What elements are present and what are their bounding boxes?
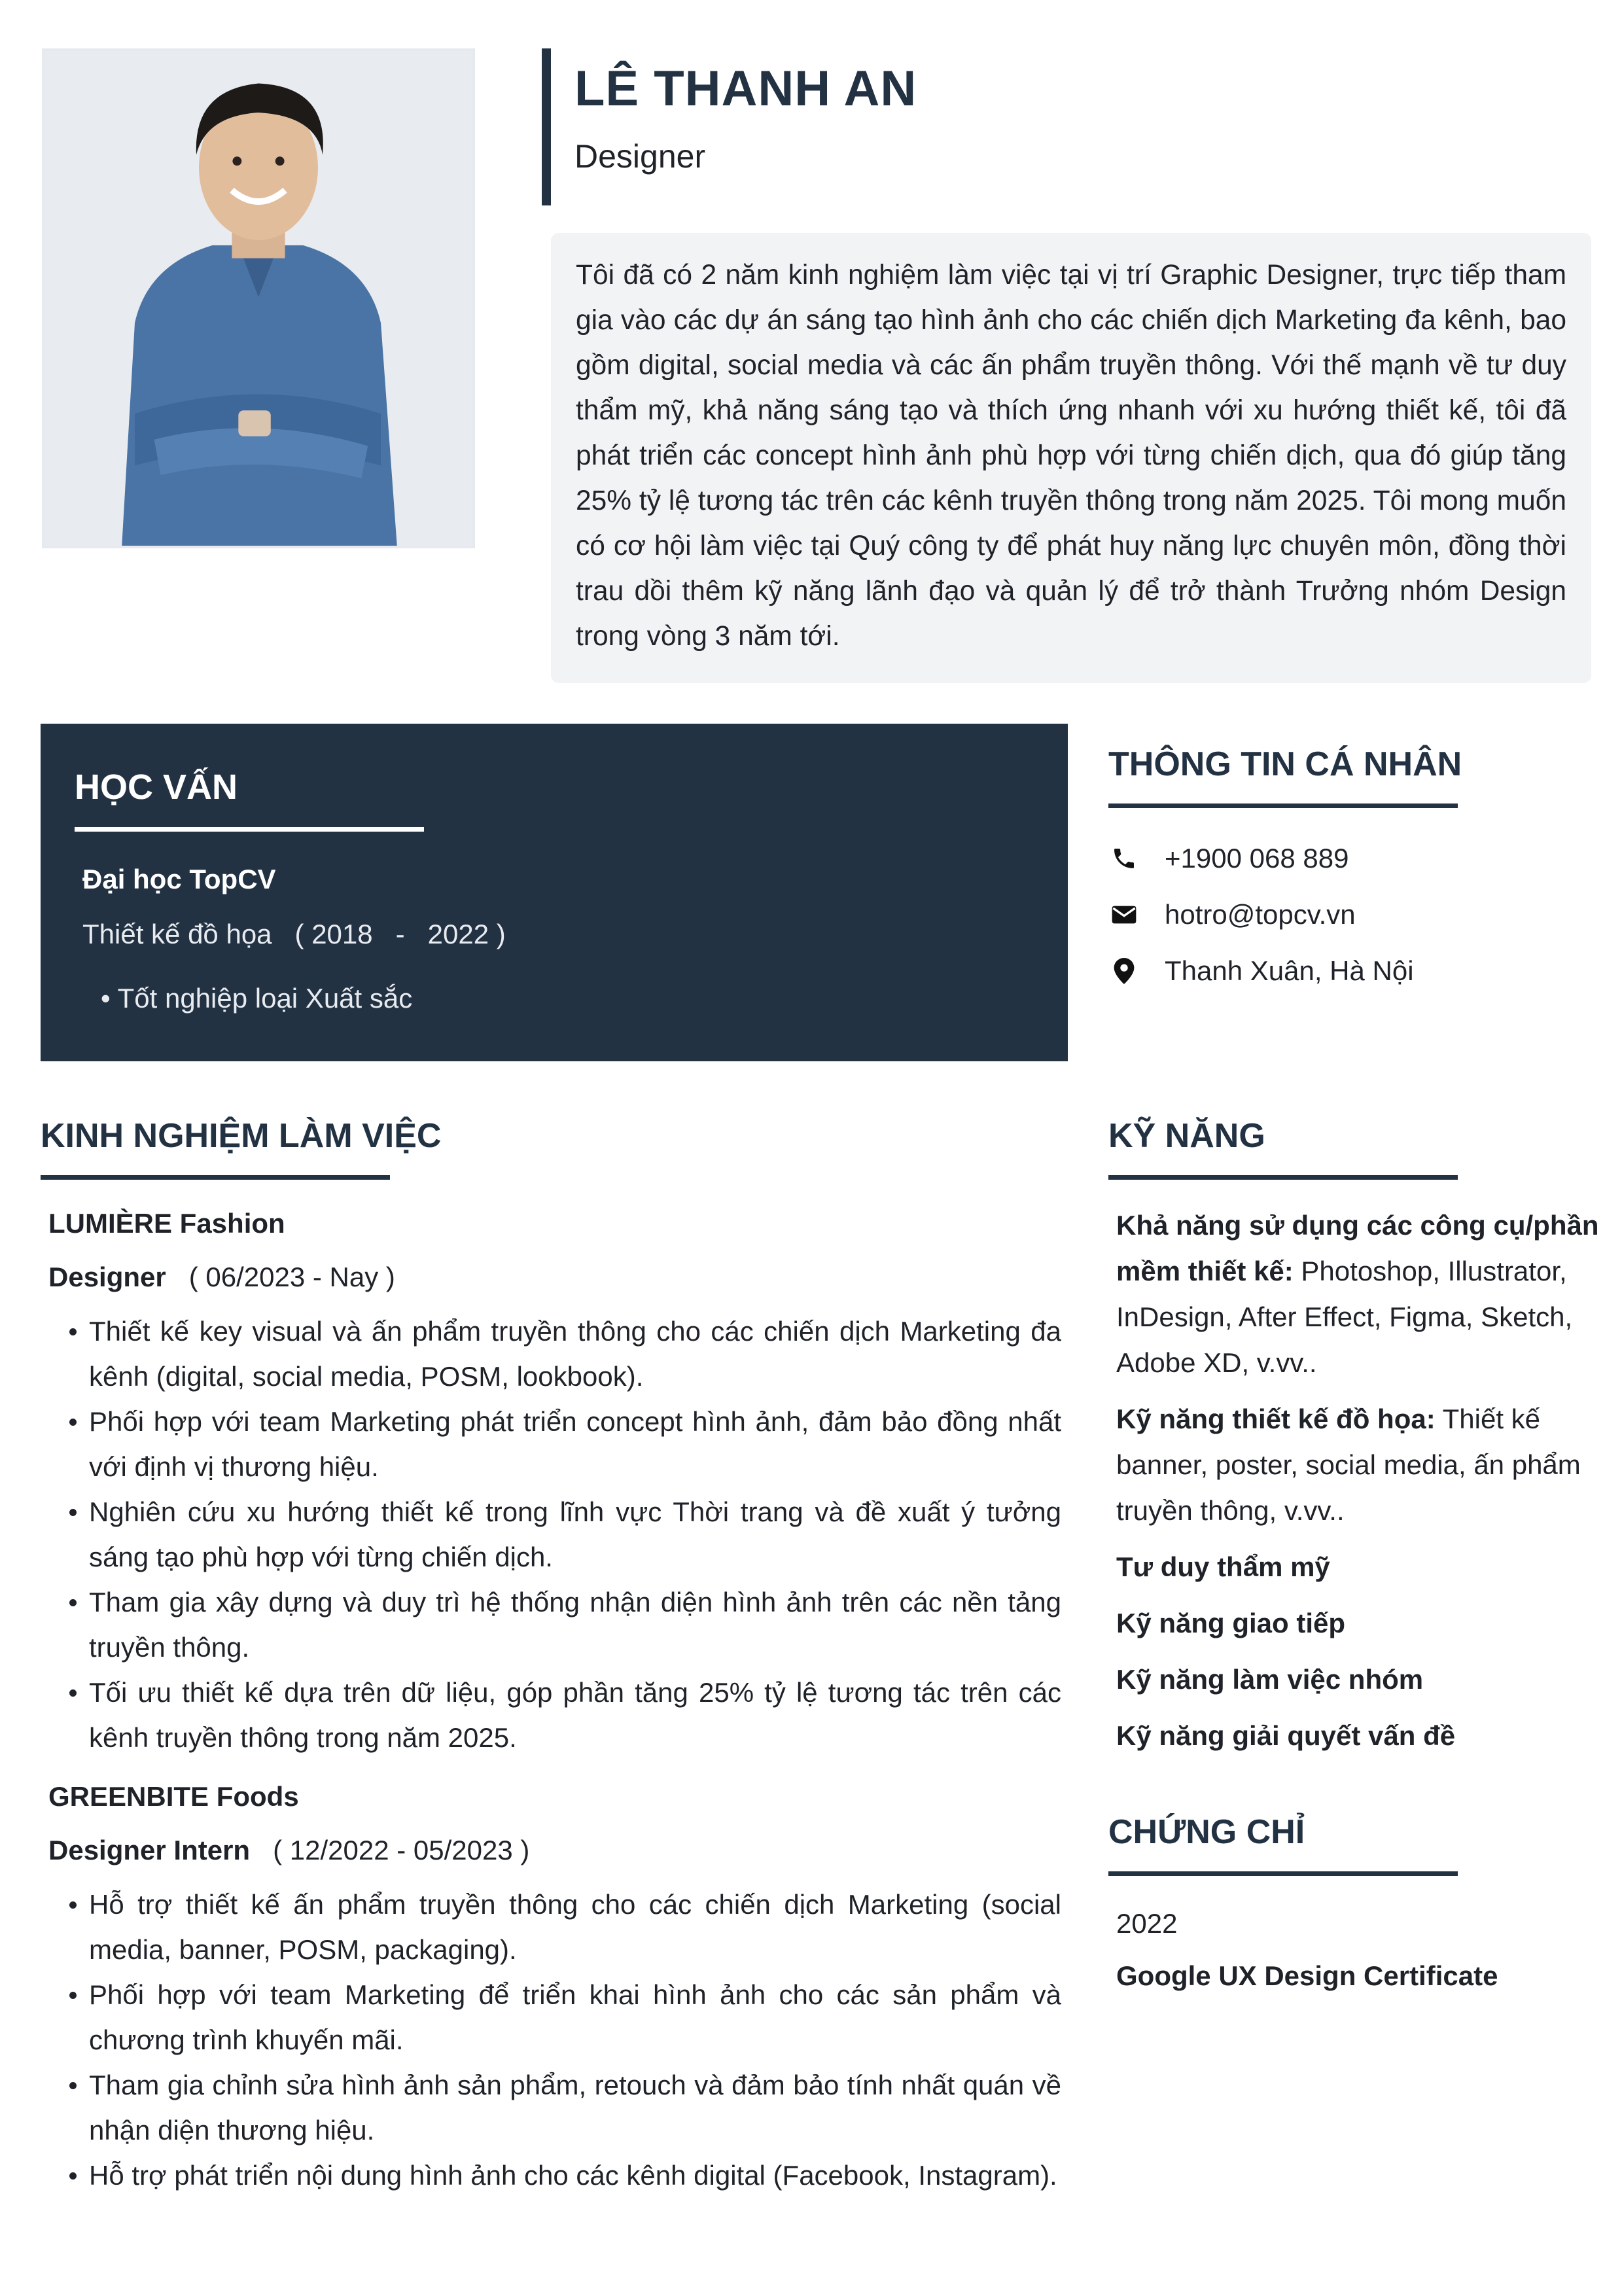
education-heading: HỌC VẤN [75,768,238,807]
job-duty: Hỗ trợ phát triển nội dung hình ảnh cho các kênh digital (Facebook, Instagram). [48,2153,1061,2198]
job-duty: Tham gia xây dựng và duy trì hệ thống nhận diện hình ảnh trên các nền tảng truyền thông. [48,1580,1061,1670]
skill-label: Khả năng sử dụng các công cụ/phần mềm thiết kế: [1116,1210,1599,1286]
personal-info-heading: THÔNG TIN CÁ NHÂN [1108,745,1462,783]
certificates-heading: CHỨNG CHỈ [1108,1813,1305,1851]
personal-info-rule [1108,804,1458,808]
experience-heading-rule [41,1175,390,1180]
job-duty: Thiết kế key visual và ấn phẩm truyền thông cho các chiến dịch Marketing đa kênh (digital, social media, POSM, lookbook). [48,1309,1061,1399]
education-major-period: Thiết kế đồ họa ( 2018 - 2022 ) [82,919,506,949]
skill-item [1116,1544,1600,1590]
job-duty: Tối ưu thiết kế dựa trên dữ liệu, góp phần tăng 25% tỷ lệ tương tác trên các kênh truyền thông trong năm 2025. [48,1670,1061,1760]
job-period: ( 12/2022 - 05/2023 ) [250,1835,530,1865]
location-pin-icon [1108,955,1140,987]
education-section [41,724,1068,1061]
skills-heading: KỸ NĂNG [1108,1117,1265,1155]
skill-label: Kỹ năng giao tiếp [1116,1608,1346,1638]
skill-detail: Thiết kế banner, poster, social media, ấn phẩm truyền thông, v.vv.. [1116,1404,1581,1526]
portrait-illustration [44,51,472,546]
skills-rule [1108,1175,1458,1180]
contact-email [1108,895,1356,934]
job-company: GREENBITE Foods [48,1781,299,1812]
certificate-name: Google UX Design Certificate [1116,1960,1498,1991]
job-duty: Tham gia chỉnh sửa hình ảnh sản phẩm, retouch và đảm bảo tính nhất quán về nhận diện thương hiệu. [48,2062,1061,2153]
profile-photo [42,48,475,548]
summary-text: Tôi đã có 2 năm kinh nghiệm làm việc tại vị trí Graphic Designer, trực tiếp tham gia vào các dự án sáng tạo hình ảnh cho các chiến dịch Marketing đa kênh, bao gồm digital, social media và các ấn phẩm truyền thông. Với thế mạnh về tư duy thẩm mỹ, khả năng sáng tạo và thích ứng nhanh với xu hướng thiết kế, tôi đã phát triển các concept hình ảnh phù hợp với từng chiến dịch, qua đó giúp tăng 25% tỷ lệ tương tác trên các kênh truyền thông trong năm 2025. Tôi mong muốn có cơ hội làm việc tại Quý công ty để phát huy năng lực chuyên môn, đồng thời trau dồi thêm kỹ năng lãnh đạo và quản lý để trở thành Trưởng nhóm Design trong vòng 3 năm tới. [576,260,1566,652]
job-role: Designer [48,1262,166,1292]
contact-address [1108,951,1414,991]
education-achievement: • Tốt nghiệp loại Xuất sắc [101,983,413,1014]
job-duties [48,1882,1061,2198]
career-summary [551,233,1591,683]
skill-label: Kỹ năng giải quyết vấn đề [1116,1720,1456,1751]
job-role-line [48,1258,1061,1297]
skill-label: Tư duy thẩm mỹ [1116,1551,1330,1582]
certificates-rule [1108,1871,1458,1876]
job-period: ( 06/2023 - Nay ) [166,1262,395,1292]
education-heading-rule [75,827,424,832]
skill-item [1116,1713,1600,1759]
skill-item [1116,1203,1600,1386]
job-duty: Phối hợp với team Marketing phát triển concept hình ảnh, đảm bảo đồng nhất với định vị thương hiệu. [48,1399,1061,1489]
job-duties [48,1309,1061,1760]
job-duty: Nghiên cứu xu hướng thiết kế trong lĩnh vực Thời trang và đề xuất ý tưởng sáng tạo phù hợp với từng chiến dịch. [48,1489,1061,1580]
job-entry [48,1777,1061,2198]
candidate-title: Designer [574,138,706,175]
job-duty: Hỗ trợ thiết kế ấn phẩm truyền thông cho các chiến dịch Marketing (social media, banner, POSM, packaging). [48,1882,1061,1972]
job-role: Designer Intern [48,1835,251,1865]
job-company: LUMIÈRE Fashion [48,1208,285,1239]
mail-icon [1108,899,1140,930]
job-role-line [48,1831,1061,1870]
email-text: hotro@topcv.vn [1165,899,1356,930]
certificate-year: 2022 [1116,1908,1178,1939]
phone-text: +1900 068 889 [1165,843,1349,874]
name-block [542,48,1523,205]
address-text: Thanh Xuân, Hà Nội [1165,955,1414,986]
skills-list [1116,1203,1600,1769]
skill-item [1116,1396,1600,1534]
contact-phone [1108,839,1349,878]
skill-item [1116,1657,1600,1703]
job-entry [48,1204,1061,1760]
job-duty: Phối hợp với team Marketing để triển khai hình ảnh cho các sản phẩm và chương trình khuyến mãi. [48,1972,1061,2062]
skill-item [1116,1600,1600,1646]
education-school: Đại học TopCV [82,864,276,894]
experience-heading: KINH NGHIỆM LÀM VIỆC [41,1117,442,1155]
candidate-name: LÊ THANH AN [574,61,917,116]
skill-detail: Photoshop, Illustrator, InDesign, After Effect, Figma, Sketch, Adobe XD, v.vv.. [1116,1256,1573,1378]
phone-icon [1108,843,1140,874]
skill-label: Kỹ năng thiết kế đồ họa: [1116,1404,1436,1434]
skill-label: Kỹ năng làm việc nhóm [1116,1664,1424,1695]
